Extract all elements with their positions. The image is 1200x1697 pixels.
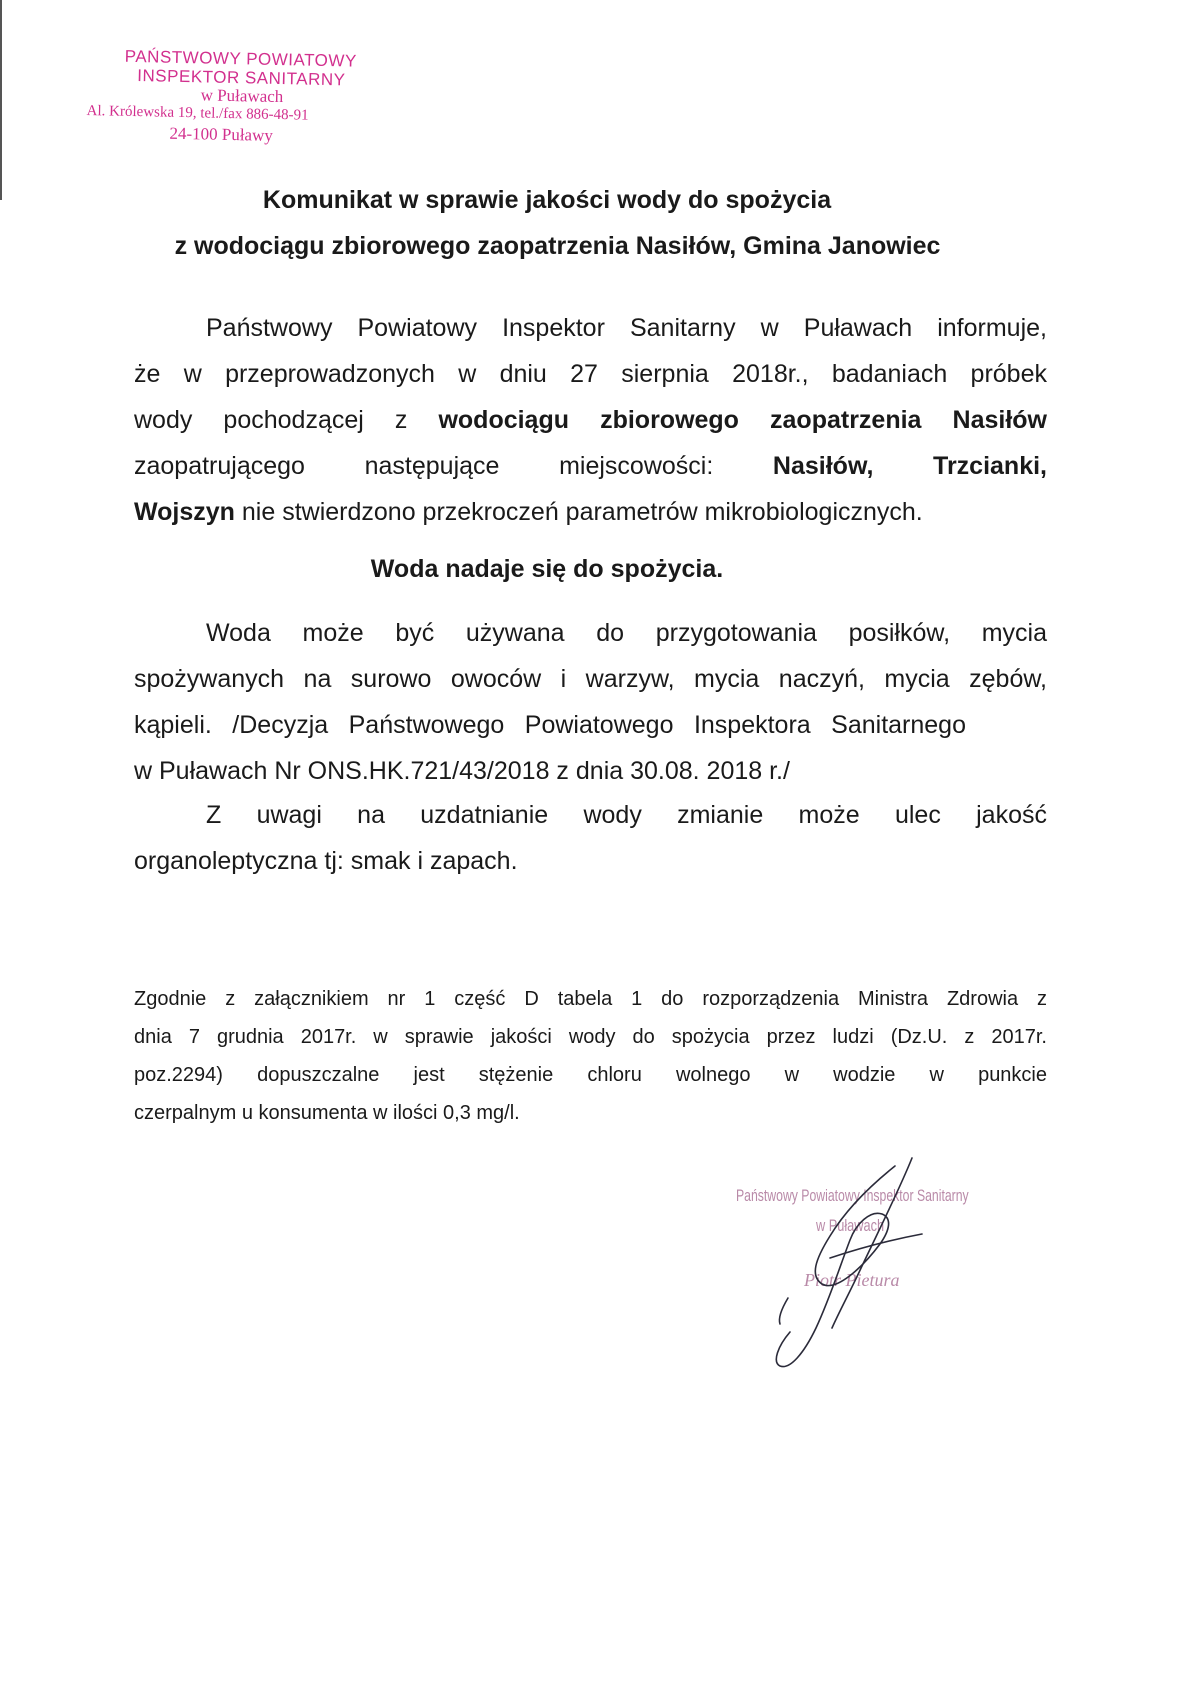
document-title-line-2: z wodociągu zbiorowego zaopatrzenia Nasiłów, Gmina Janowiec [174,232,941,260]
legal-line: Zgodnie z załącznikiem nr 1 część D tabela 1 do rozporządzenia Ministra Zdrowia z [134,988,1047,1010]
paragraph-line [134,489,1047,535]
verdict-heading: Woda nadaje się do spożycia. [370,555,724,583]
legal-note [134,980,1047,1132]
paragraph-line [134,443,1047,489]
locality-name: Wojszyn [134,498,235,526]
paragraph-line: kąpieli. /Decyzja Państwowego Powiatowego Inspektora Sanitarnego [134,711,966,739]
paragraph-text: zaopatrującego następujące miejscowości: [134,452,773,480]
paragraph-usage [134,610,1047,794]
stamp-line-2: INSPEKTOR SANITARNY [137,66,346,90]
paragraph-line: w Puławach Nr ONS.HK.721/43/2018 z dnia 30.08. 2018 r./ [134,757,790,785]
paragraph-line [134,397,1047,443]
paragraph-text: nie stwierdzono przekroczeń parametrów mikrobiologicznych. [234,498,923,526]
paragraph-treatment [134,792,1047,884]
paragraph-line: spożywanych na surowo owoców i warzyw, mycia naczyń, mycia zębów, [134,665,1047,693]
paragraph-test-results [134,305,1047,535]
waterworks-name: wodociągu zbiorowego zaopatrzenia Nasiłów [438,406,1047,434]
legal-line: dnia 7 grudnia 2017r. w sprawie jakości wody do spożycia przez ludzi (Dz.U. z 2017r. [134,1026,1047,1048]
institution-stamp [86,46,388,148]
legal-line: poz.2294) dopuszczalne jest stężenie chloru wolnego w wodzie w punkcie [134,1064,1047,1086]
handwritten-signature [770,1148,1000,1408]
document-title-line-1: Komunikat w sprawie jakości wody do spożycia [262,186,832,214]
signature-stamp-location: w Puławach [816,1216,885,1235]
paragraph-line: Z uwagi na uzdatnianie wody zmianie może ulec jakość [206,801,1047,829]
scan-edge-line [0,0,2,200]
stamp-line-3: w Puławach [200,85,284,107]
paragraph-line: organoleptyczna tj: smak i zapach. [134,847,518,875]
signature-stamp-name: Piotr Pietura [804,1270,900,1290]
paragraph-line: że w przeprowadzonych w dniu 27 sierpnia 2018r., badaniach próbek [134,360,1047,388]
stamp-line-4: Al. Królewska 19, tel./fax 886-48-91 [86,102,309,124]
paragraph-text: wody pochodzącej z [134,406,439,434]
legal-line: czerpalnym u konsumenta w ilości 0,3 mg/l. [134,1102,520,1124]
localities-list: Nasiłów, Trzcianki, [772,452,1047,480]
signature-stamp-title: Państwowy Powiatowy Inspektor Sanitarny [736,1186,969,1205]
stamp-line-1: PAŃSTWOWY POWIATOWY [124,46,357,71]
stamp-line-5: 24-100 Puławy [169,123,274,145]
paragraph-line: Państwowy Powiatowy Inspektor Sanitarny w Puławach informuje, [206,314,1047,342]
paragraph-line: Woda może być używana do przygotowania posiłków, mycia [206,619,1047,647]
